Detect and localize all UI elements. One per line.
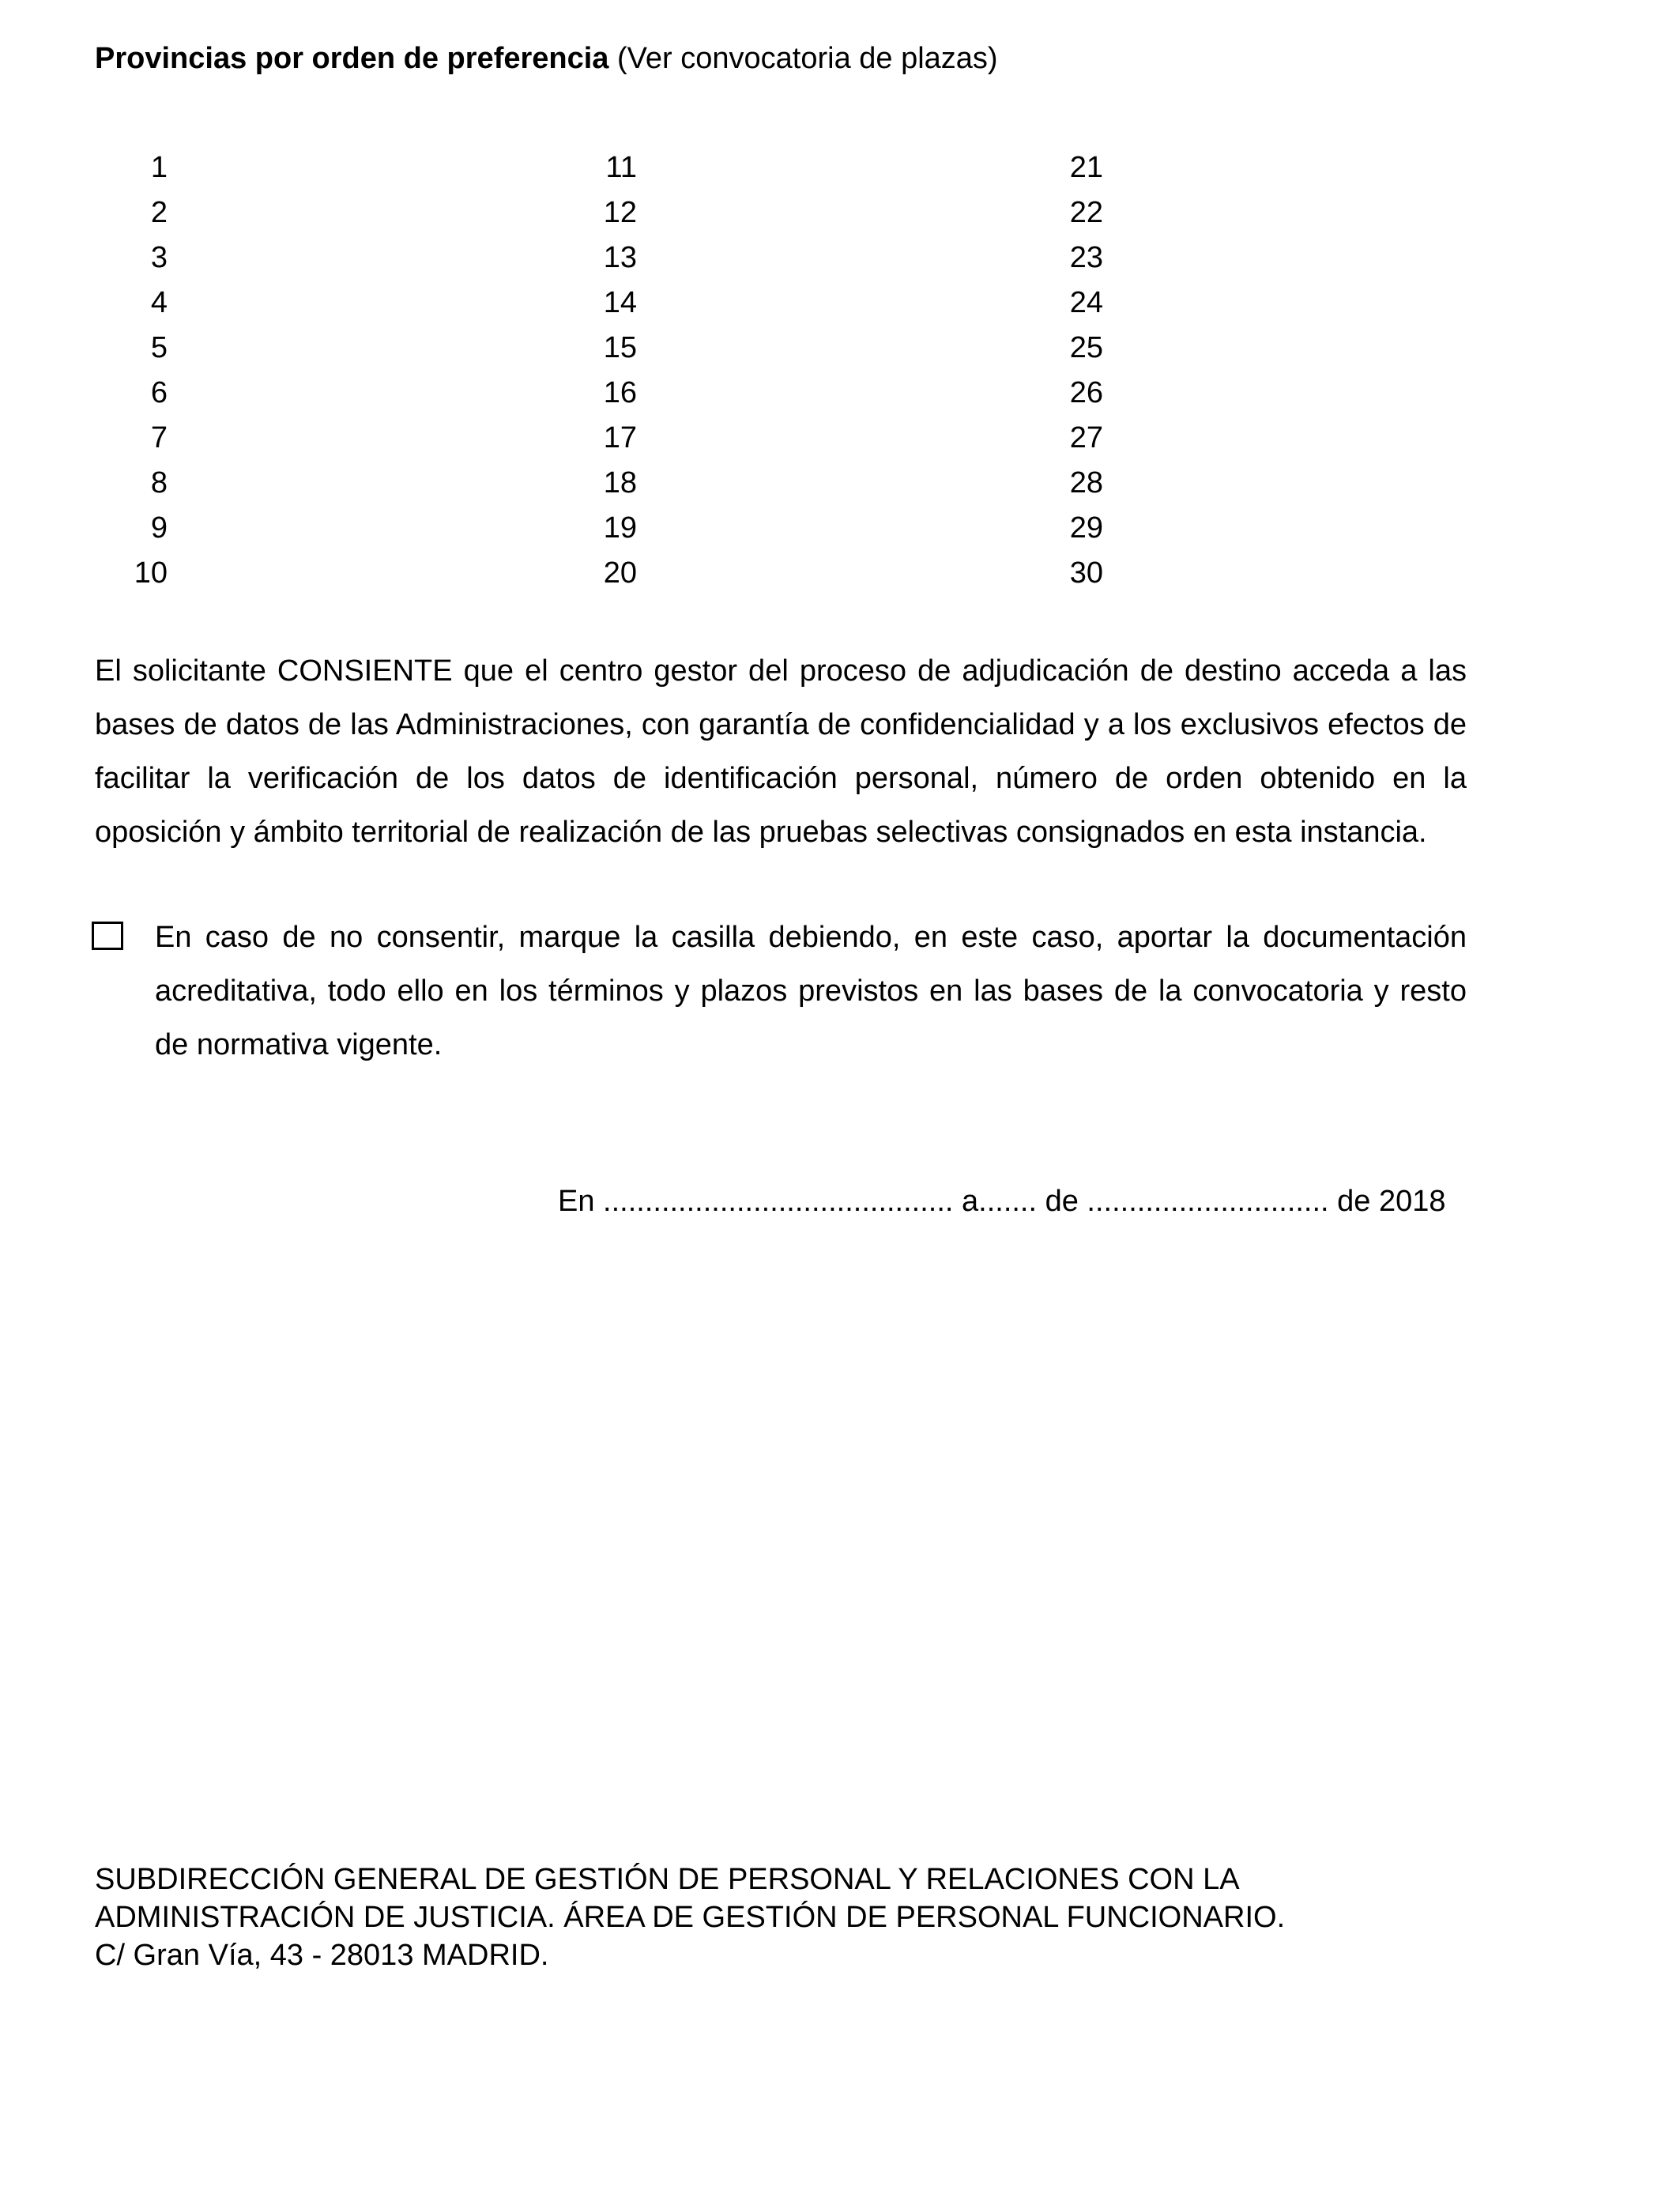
province-number: 14	[603, 286, 637, 319]
province-number: 29	[1069, 511, 1103, 545]
province-column-3	[1051, 145, 1103, 596]
province-number: 18	[603, 466, 637, 499]
footer-address	[95, 1860, 1285, 1974]
consent-paragraph: El solicitante CONSIENTE que el centro gestor del proceso de adjudicación de destino acceda a las bases de datos de las Administraciones, con garantía de confidencialidad y a los exclusivos efectos de facilitar la verificación de los datos de identificación personal, número de orden obtenido en la oposición y ámbito territorial de realización de las pruebas selectivas consignados en esta instancia.	[95, 654, 1467, 849]
footer-line: ADMINISTRACIÓN DE JUSTICIA. ÁREA DE GESTIÓN DE PERSONAL FUNCIONARIO.	[95, 1901, 1286, 1934]
province-number: 9	[150, 511, 168, 545]
province-number: 16	[603, 376, 637, 409]
section-heading	[95, 40, 998, 77]
no-consent-paragraph: En caso de no consentir, marque la casilla debiendo, en este caso, aportar la documentación acreditativa, todo ello en los términos y plazos previstos en las bases de la convocatoria y resto de normativa vigente.	[155, 921, 1467, 1061]
province-number: 23	[1069, 241, 1103, 274]
place-date-line: En .......................................... a....... de ............................. de 2018	[558, 1185, 1446, 1218]
province-column-1	[119, 145, 168, 596]
province-number: 13	[603, 241, 637, 274]
province-number: 26	[1069, 376, 1103, 409]
province-number: 4	[150, 286, 168, 319]
province-number: 7	[150, 421, 168, 454]
province-number: 3	[150, 241, 168, 274]
province-number: 28	[1069, 466, 1103, 499]
province-number: 21	[1069, 151, 1103, 184]
province-number: 5	[150, 331, 168, 364]
province-number: 27	[1069, 421, 1103, 454]
province-number: 10	[134, 556, 168, 590]
province-number: 2	[150, 196, 168, 229]
province-number: 6	[150, 376, 168, 409]
province-number: 11	[605, 151, 637, 184]
province-number: 17	[603, 421, 637, 454]
footer-line: C/ Gran Vía, 43 - 28013 MADRID.	[95, 1939, 549, 1972]
section-heading-note: (Ver convocatoria de plazas)	[608, 42, 998, 75]
section-heading-bold: Provincias por orden de preferencia	[95, 42, 609, 75]
province-number: 24	[1069, 286, 1103, 319]
province-number: 19	[603, 511, 637, 545]
province-number: 22	[1069, 196, 1103, 229]
province-number: 25	[1069, 331, 1103, 364]
province-number: 30	[1069, 556, 1103, 590]
footer-line: SUBDIRECCIÓN GENERAL DE GESTIÓN DE PERSONAL Y RELACIONES CON LA	[95, 1863, 1240, 1896]
province-number: 12	[603, 196, 637, 229]
province-column-2	[585, 145, 637, 596]
province-number: 1	[150, 151, 168, 184]
province-number: 8	[150, 466, 168, 499]
province-number: 20	[603, 556, 637, 590]
no-consent-checkbox[interactable]	[92, 922, 123, 950]
province-number: 15	[603, 331, 637, 364]
